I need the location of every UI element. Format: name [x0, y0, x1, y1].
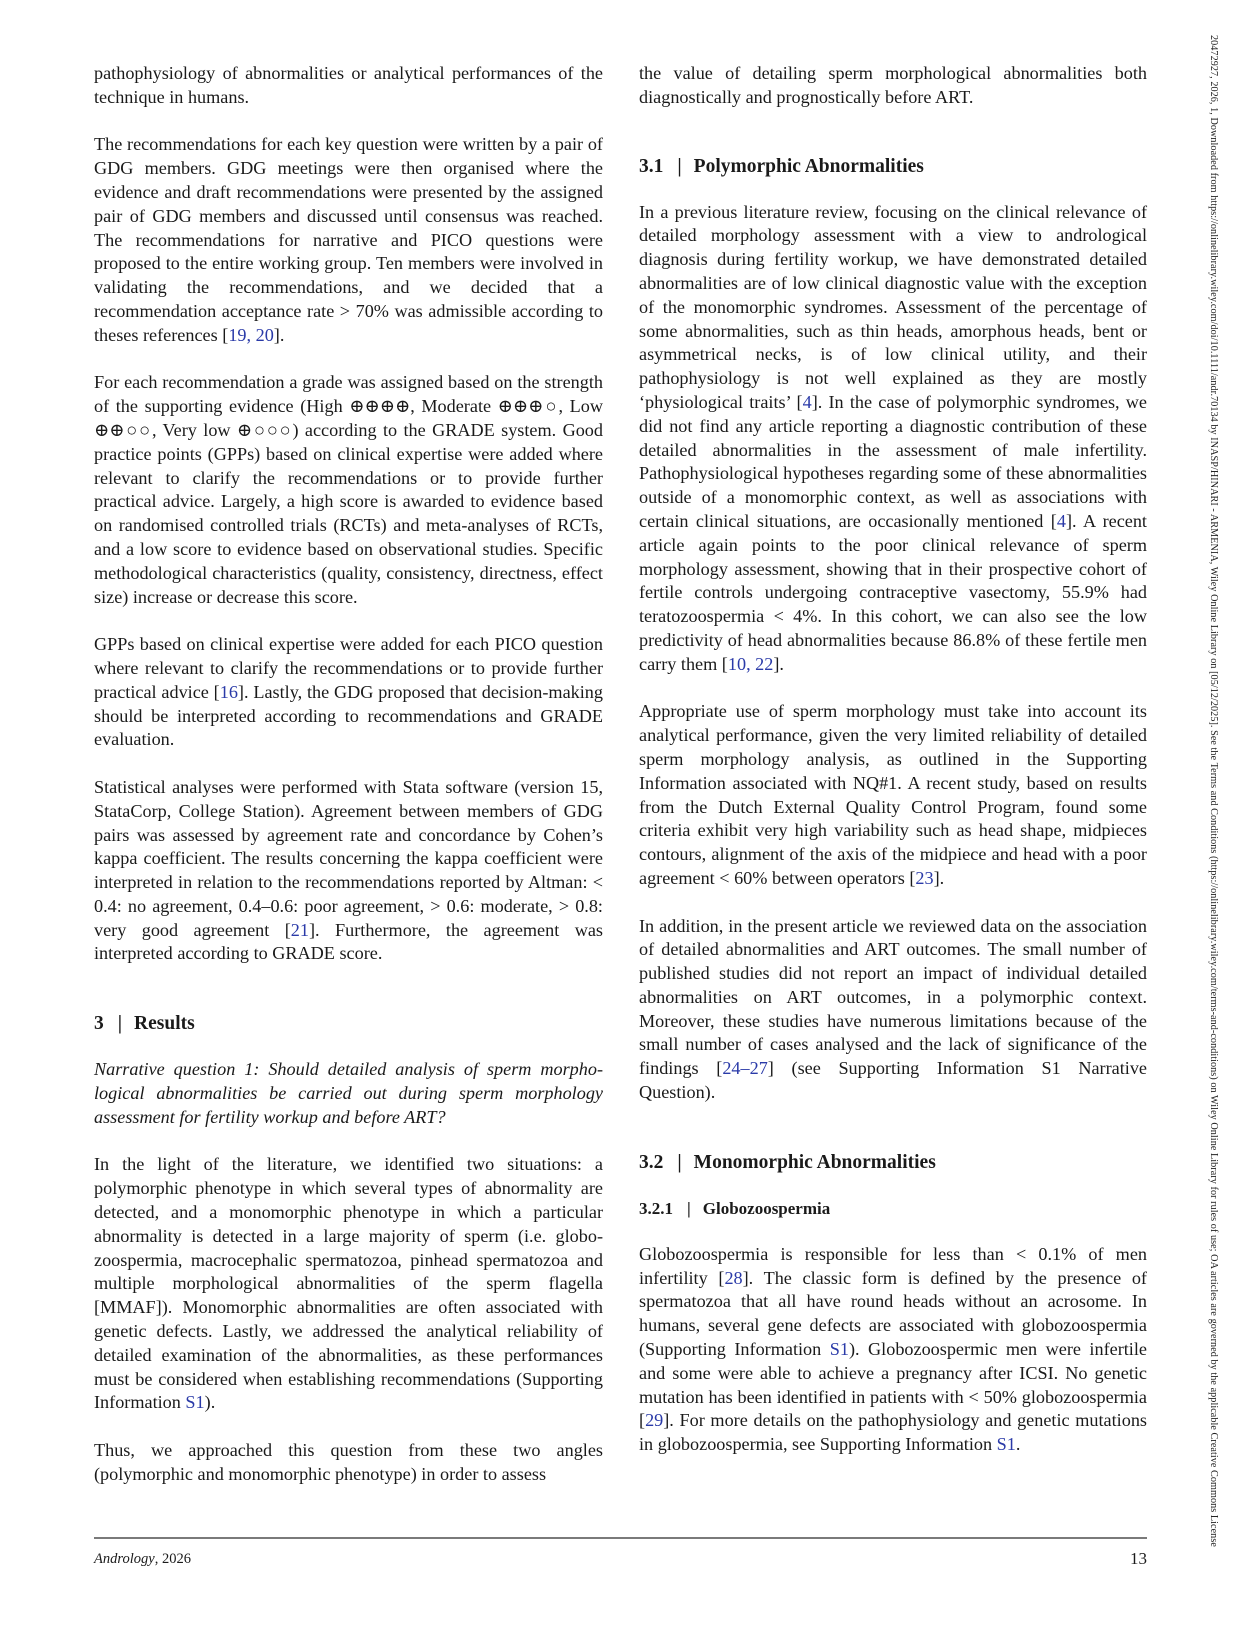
paragraph-analytical-performance: Appropriate use of sperm morphology must take into account its analytical performance, given the very limited reliability of detailed sperm morphology analysis, as outlined in the Supporting Information associated with NQ#1. A recent study, based on results from the Dutch External Quality Control Program, found some criteria exhibit very high variability such as head shape, midpieces contours, alignment of the axis of the midpiece and head with a poor agreement < 60% between operators [23].: [639, 701, 1147, 888]
paragraph-continuation: the value of detailing sperm morphological abnormalities both diagnostically and prognostically before ART.: [639, 63, 1147, 107]
download-notice-vertical: 20472927, 2026, 1, Downloaded from https://onlinelibrary.wiley.com/doi/10.1111/andr.70134 by INASP/HINARI - ARMENIA, Wiley Online Library on [05/12/2025]. See the Terms and Conditions (https://onlinelibrary.wiley.com/terms-and-conditions) on Wiley Online Library for rules of use; OA articles are governed by the applicable Creative Commons License: [1208, 35, 1219, 1547]
right-column: [639, 62, 1147, 1457]
citation-link[interactable]: 4: [1056, 510, 1066, 531]
footer-divider: [94, 1537, 1147, 1539]
page-number: 13: [1130, 1549, 1147, 1568]
citation-link[interactable]: 19, 20: [228, 324, 274, 345]
citation-link[interactable]: 24–27: [722, 1058, 768, 1079]
citation-link[interactable]: 29: [645, 1410, 664, 1431]
citation-link[interactable]: S1: [185, 1392, 205, 1413]
paragraph-grade-system: For each recommendation a grade was assigned based on the strength of the supporting evidence (High ⊕⊕⊕⊕, Moderate ⊕⊕⊕○, Low ⊕⊕○○, Very low ⊕○○○) according to the GRADE system. Good practice points (GPPs) based on clinical expertise were added where relevant to clarify the recommendations or to provide further practical advice. Largely, a high score is awarded to evidence based on randomised controlled trials (RCTs) and meta-analyses of RCTs, and a low score to evidence based on observational studies. Specific methodological characteristics (quality, consistency, directness, effect size) increase or decrease this score.: [94, 372, 603, 607]
citation-link[interactable]: 28: [724, 1267, 743, 1288]
paragraph-globozoospermia: Globozoospermia is responsible for less than < 0.1% of men infertility [28]. The classic form is defined by the presence of spermatozoa that all have round heads without an acrosome. In humans, several gene defects are associated with globozoospermia (Supporting Information S1). Globozoospermic men were infertile and some were able to achieve a pregnancy after ICSI. No genetic mutation has been identified in patients with < 50% globozoospermia [29]. For more details on the pathophysiology and genetic mutations in globozoospermia, see Supporting Information S1.: [639, 1243, 1147, 1455]
journal-name: Andrology: [94, 1551, 155, 1567]
paragraph-continuation: pathophysiology of abnormalities or analytical performances of the technique in humans.: [94, 63, 603, 107]
left-column: [94, 62, 603, 1487]
footer-journal: [94, 1551, 191, 1568]
paragraph-two-situations: In the light of the literature, we identified two situations: a polymorphic phenotype in which several types of abnormality are detected, and a monomorphic phenotype in which a particular abnormality is detected in a large majority of sperm (i.e. globozoospermia, macrocephalic spermatozoa, pinhead spermatozoa and multiple morphological abnormalities of the sperm flagella [MMAF]). Monomorphic abnormalities are often associated with genetic defects. Lastly, we addressed the analytical reliability of detailed examination of the abnormalities, as these performances must be considered when establishing recommendations (Supporting Information S1).: [94, 1154, 603, 1413]
citation-link[interactable]: 21: [290, 919, 309, 940]
paragraph-two-angles: Thus, we approached this question from these two angles (polymorphic and monomorphic phenotype) in order to assess: [94, 1440, 603, 1484]
citation-link[interactable]: 16: [219, 681, 238, 702]
paragraph-gpps: GPPs based on clinical expertise were added for each PICO question where relevant to clarify the recommendations or to provide further practical advice [16]. Lastly, the GDG proposed that decision-making should be interpreted according to recommendations and GRADE evaluation.: [94, 634, 603, 750]
paragraph-recommendations-writing: The recommendations for each key question were written by a pair of GDG members. GDG meetings were then organised where the evidence and draft recommendations were presented by the assigned pair of GDG members and discussed until consensus was reached. The recommendations for narrative and PICO questions were proposed to the entire working group. Ten members were involved in validating the recommendations, and we decided that a recommendation acceptance rate > 70% was admissible according to theses references [19, 20].: [94, 134, 603, 345]
section-heading-monomorphic: 3.2 | Monomorphic Abnormalities: [639, 1151, 936, 1173]
paragraph-art-outcomes: In addition, in the present article we reviewed data on the association of detailed abnormalities and ART outcomes. The small number of published studies did not report an impact of individual detailed abnormalities on ART outcomes, in a polymorphic context. Moreover, these studies have numerous limitations because of the small number of cases analysed and the lack of significance of the findings [24–27] (see Supporting Information S1 Narrative Question).: [639, 915, 1147, 1103]
paragraph-literature-review: In a previous literature review, focusing on the clinical relevance of detailed morphology assessment with a view to andrological diagnosis during fertility workup, we have demonstrated detailed abnormalities are of low clinical diagnostic value with the exception of the monomorphic syndromes. Assessment of the percentage of some abnormalities, such as thin heads, amorphous heads, bent or asymmetrical necks, is of low clinical utility, and their pathophysiology is not well explained as they are mostly ‘physiological traits’ [4]. In the case of polymorphic syndromes, we did not find any article reporting a diagnostic contribution of these detailed abnormalities in the assessment of male infertility. Pathophysiological hypotheses regarding some of these abnormalities outside of a monomorphic context, as well as associations with certain clinical situations, are occasionally mentioned [4]. A recent article again points to the poor clinical relevance of sperm morphology assessment, showing that in their prospective cohort of fertile controls undergoing contraceptive vasectomy, 55.9% had teratozoospermia < 4%. In this cohort, we can also see the low predictivity of head abnormalities because 86.8% of these fertile men carry them [10, 22].: [639, 201, 1147, 674]
citation-link[interactable]: 10, 22: [727, 653, 774, 674]
subsection-heading-globozoospermia: 3.2.1 | Globozoospermia: [639, 1198, 831, 1218]
citation-link[interactable]: 4: [802, 391, 812, 412]
narrative-question: Narrative question 1: Should detailed analysis of sperm morphological abnormalities be carried out during sperm morphology assessment for fertility workup and before ART?: [94, 1059, 603, 1127]
section-heading-polymorphic: 3.1 | Polymorphic Abnormalities: [639, 155, 924, 177]
supporting-info-link[interactable]: S1: [996, 1434, 1016, 1455]
supporting-info-link[interactable]: S1: [829, 1339, 849, 1360]
journal-year: , 2026: [154, 1551, 191, 1567]
paragraph-statistical-analyses: Statistical analyses were performed with Stata software (version 15, StataCorp, College Station). Agreement between members of GDG pairs was assessed by agreement rate and concordance by Cohen’s kappa coefficient. The results concerning the kappa coefficient were interpreted in relation to the recommendations reported by Altman: < 0.4: no agreement, 0.4–0.6: poor agreement, > 0.6: moderate, > 0.8: very good agreement [21]. Furthermore, the agreement was interpreted according to GRADE score.: [94, 776, 603, 964]
section-heading-results: 3 | Results: [94, 1013, 195, 1035]
citation-link[interactable]: 23: [915, 867, 934, 888]
